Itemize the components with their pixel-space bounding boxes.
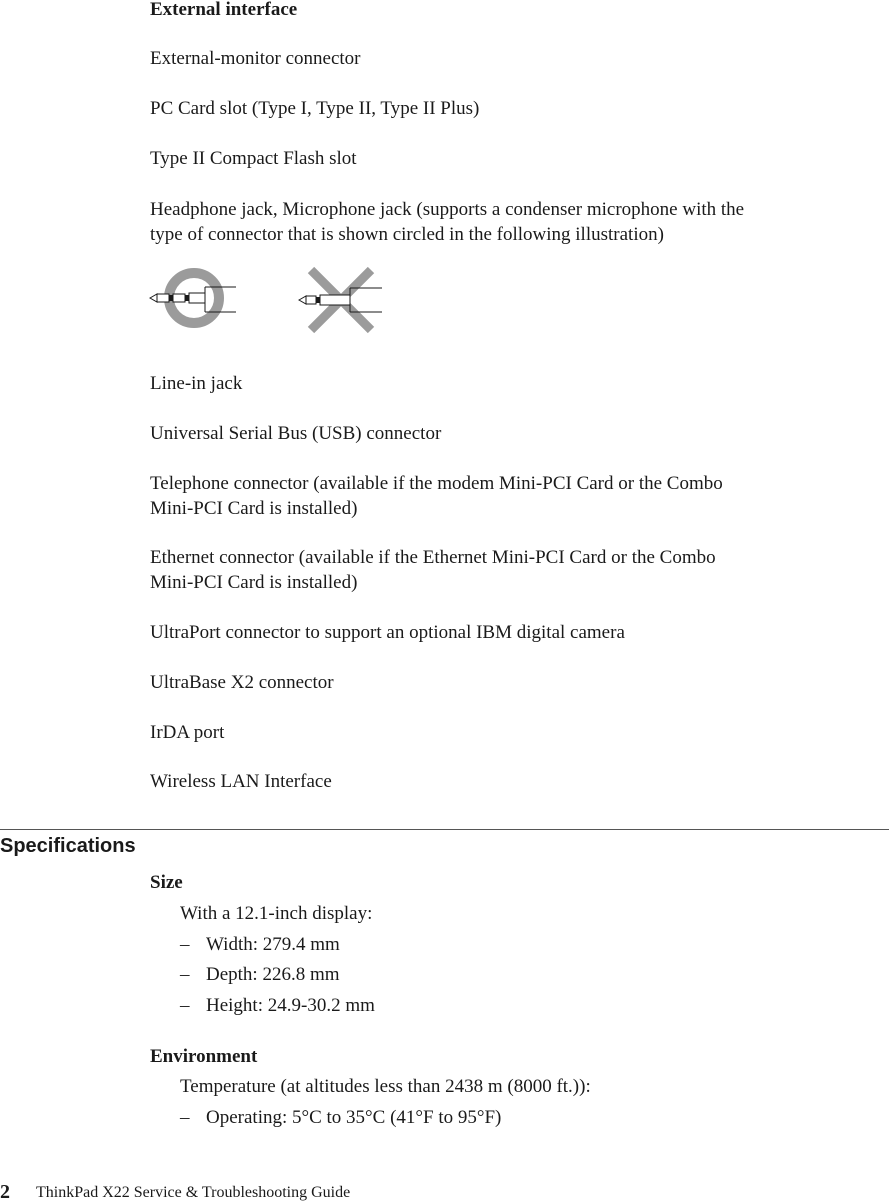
list-dash: – [180,964,190,985]
connector-illustration [146,260,396,340]
interface-item-ultrabase: UltraBase X2 connector [150,672,334,693]
interface-item-usb: Universal Serial Bus (USB) connector [150,423,442,444]
interface-item-telephone-line1: Telephone connector (available if the modem Mini-PCI Card or the Combo [150,473,723,494]
specifications-heading: Specifications [0,835,136,857]
interface-item-compact-flash: Type II Compact Flash slot [150,148,357,169]
list-dash: – [180,1107,190,1128]
interface-item-ethernet-line1: Ethernet connector (available if the Ethernet Mini-PCI Card or the Combo [150,547,716,568]
environment-item-operating [180,1105,501,1130]
size-item-depth [180,962,340,987]
interface-item-ethernet-line2: Mini-PCI Card is installed) [150,572,358,593]
size-heading: Size [150,872,183,893]
environment-heading: Environment [150,1046,258,1067]
interface-item-pc-card: PC Card slot (Type I, Type II, Type II Plus) [150,98,480,119]
size-width-value: Width: 279.4 mm [206,934,340,955]
interface-item-headphone-line1: Headphone jack, Microphone jack (supports a condenser microphone with the [150,199,745,220]
environment-intro: Temperature (at altitudes less than 2438 m (8000 ft.)): [180,1076,591,1097]
interface-item-line-in: Line-in jack [150,373,243,394]
interface-item-headphone-line2: type of connector that is shown circled in the following illustration) [150,224,664,245]
size-depth-value: Depth: 226.8 mm [206,964,340,985]
size-item-width [180,932,340,957]
section-divider [0,829,889,830]
list-dash: – [180,934,190,955]
interface-item-external-monitor: External-monitor connector [150,48,361,69]
page-number: 2 [0,1181,10,1203]
circled-microphone-plug-icon [150,273,236,323]
external-interface-heading: External interface [150,0,298,20]
footer-title: ThinkPad X22 Service & Troubleshooting Guide [36,1184,351,1201]
environment-operating-value: Operating: 5°C to 35°C (41°F to 95°F) [206,1107,502,1128]
size-item-height [180,993,375,1018]
interface-item-wireless-lan: Wireless LAN Interface [150,771,332,792]
list-dash: – [180,995,190,1016]
crossed-out-microphone-plug-icon [299,270,382,330]
size-height-value: Height: 24.9-30.2 mm [206,995,375,1016]
interface-item-irda: IrDA port [150,722,225,743]
interface-item-ultraport: UltraPort connector to support an optional IBM digital camera [150,622,625,643]
interface-item-telephone-line2: Mini-PCI Card is installed) [150,498,358,519]
size-intro: With a 12.1-inch display: [180,903,373,924]
